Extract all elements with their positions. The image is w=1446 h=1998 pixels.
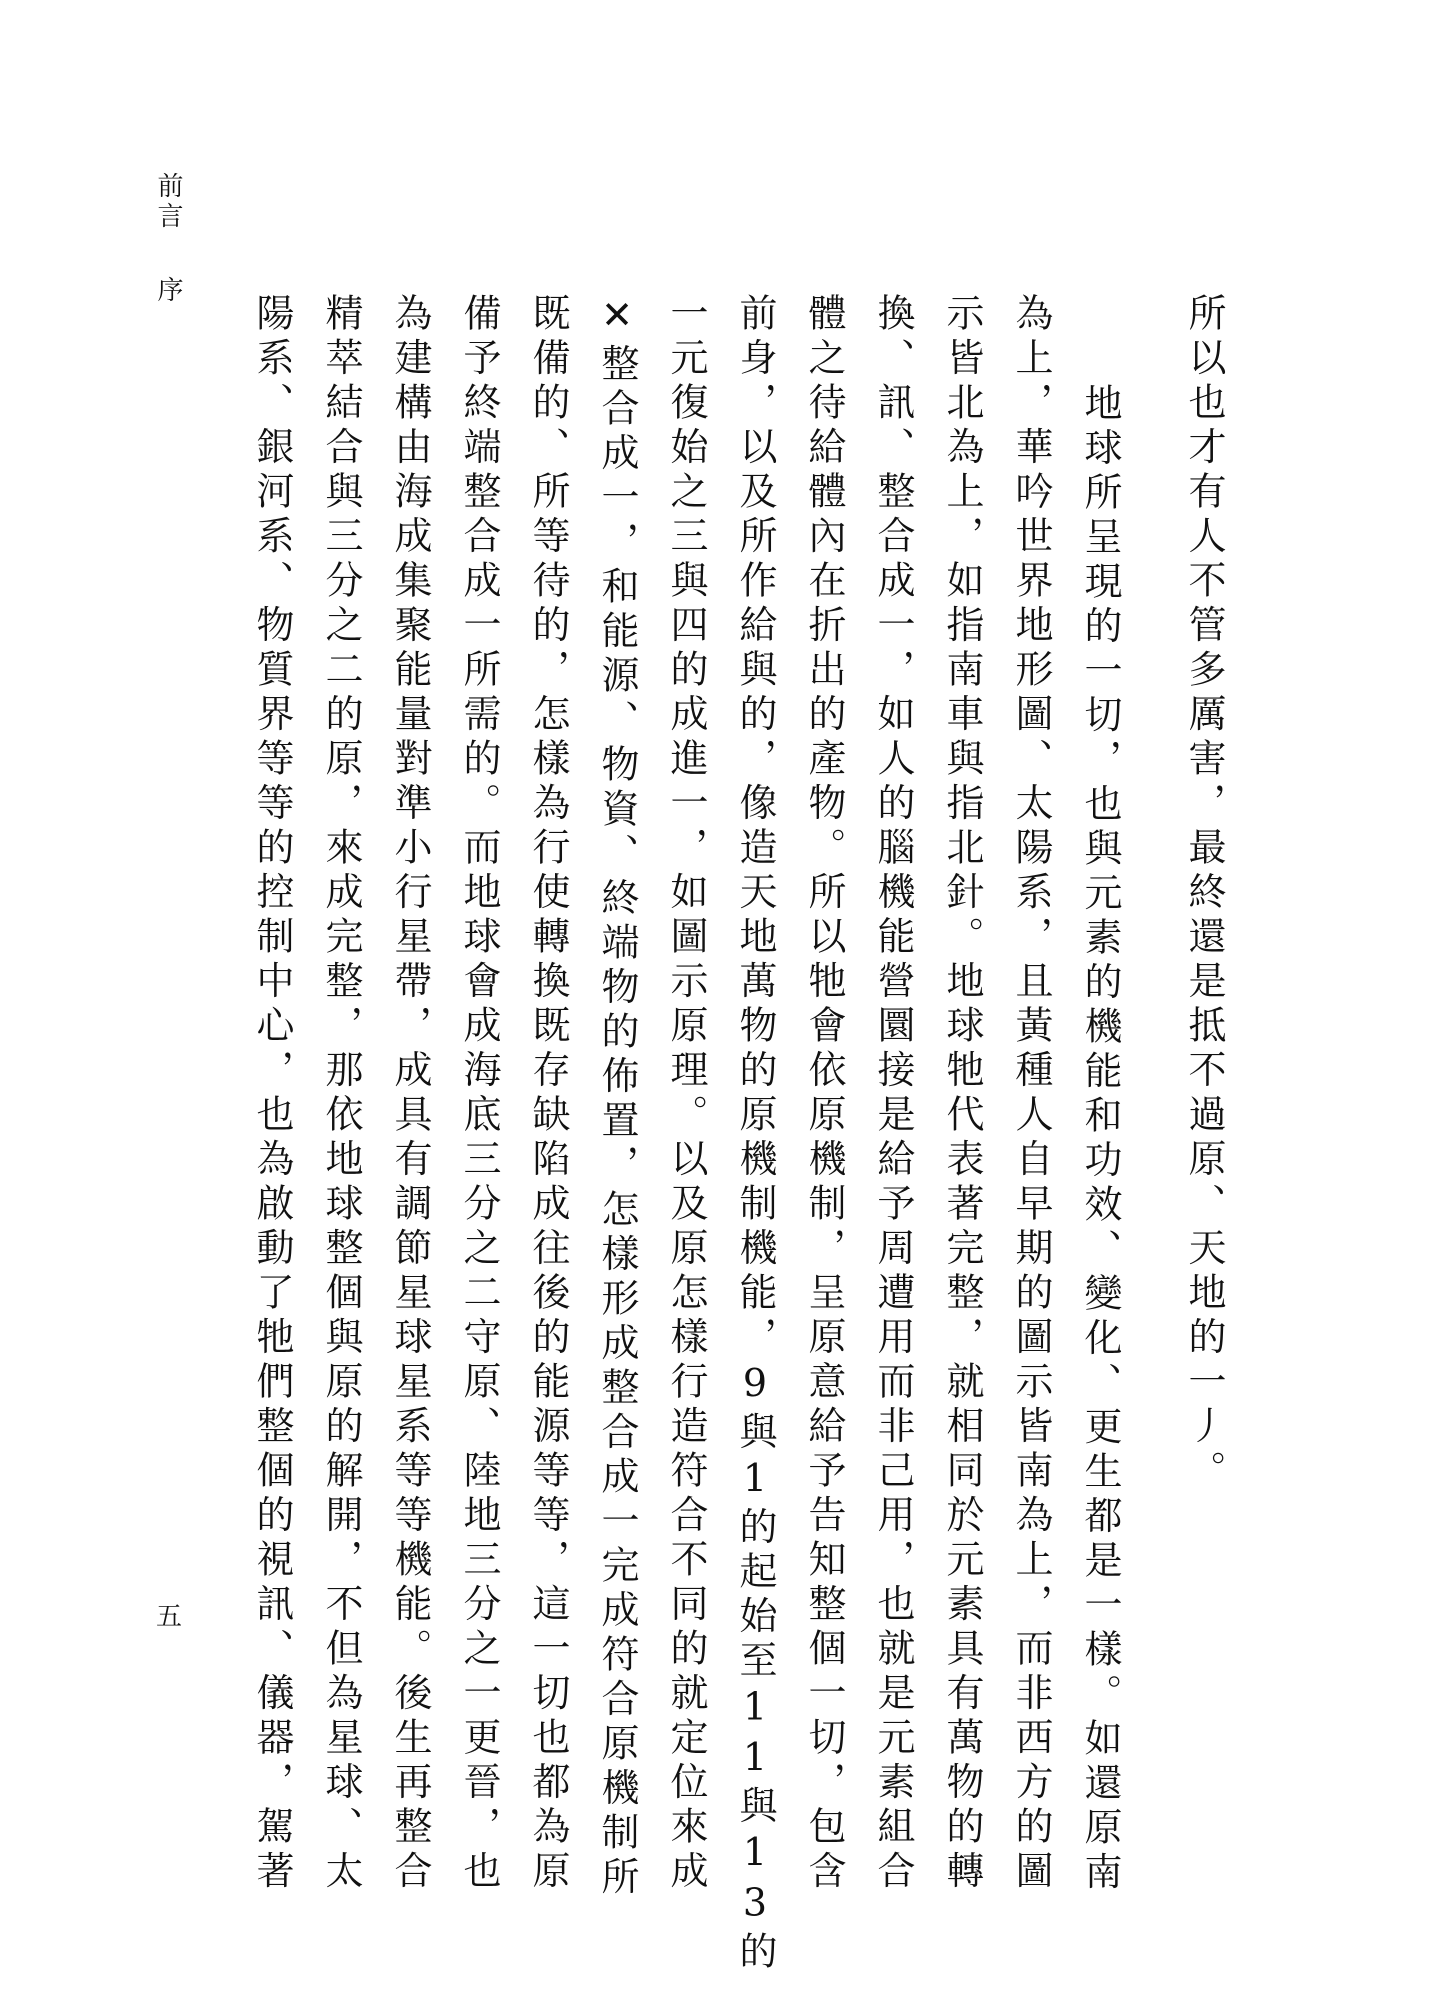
- text-column-4: 示皆北為上，如指南車與指北針。地球牠代表著完整，就相同於元素具有萬物的轉: [940, 293, 984, 1895]
- text-column-5: 換、訊、整合成一，如人的腦機能營圜接是給予周遭用而非己用，也就是元素組合: [871, 293, 915, 1895]
- text-column-12: 為建構由海成集聚能量對準小行星帶，成具有調節星球星系等等機能。後生再整合: [388, 293, 432, 1895]
- text-column-7: 前身，以及所作給與的，像造天地萬物的原機制機能，9與1的起始至11與13的: [733, 293, 777, 1976]
- text-column-10: 既備的、所等待的，怎樣為行使轉換既存缺陷成往後的能源等等，這一切也都為原: [526, 293, 570, 1895]
- text-column-1: 所以也才有人不管多厲害，最終還是抵不過原、天地的一丿。: [1182, 293, 1226, 1495]
- text-column-8: 一元復始之三與四的成進一，如圖示原理。以及原怎樣行造符合不同的就定位來成: [664, 293, 708, 1895]
- text-column-9: ✕整合成一，和能源、物資、終端物的佈置，怎樣形成整合成一完成符合原機制所: [595, 293, 639, 1901]
- running-head-chapter: 前言: [153, 172, 183, 232]
- page-number: 五: [156, 1602, 183, 1632]
- text-column-2: 地球所呈現的一切，也與元素的機能和功效、變化、更生都是一樣。如還原南: [1078, 383, 1122, 1896]
- text-column-13: 精萃結合與三分之二的原，來成完整，那依地球整個與原的解開，不但為星球、太: [319, 293, 363, 1895]
- text-column-3: 為上，華吟世界地形圖、太陽系，且黃種人自早期的圖示皆南為上，而非西方的圖: [1009, 293, 1053, 1895]
- text-column-6: 體之待給體內在折出的產物。所以牠會依原機制，呈原意給予告知整個一切，包含: [802, 293, 846, 1895]
- text-column-14: 陽系、銀河系、物質界等等的控制中心，也為啟動了牠們整個的視訊、儀器，駕著: [250, 293, 294, 1895]
- text-column-11: 備予終端整合成一所需的。而地球會成海底三分之二守原、陸地三分之一更晉，也: [457, 293, 501, 1895]
- running-head-section: 序: [153, 276, 183, 306]
